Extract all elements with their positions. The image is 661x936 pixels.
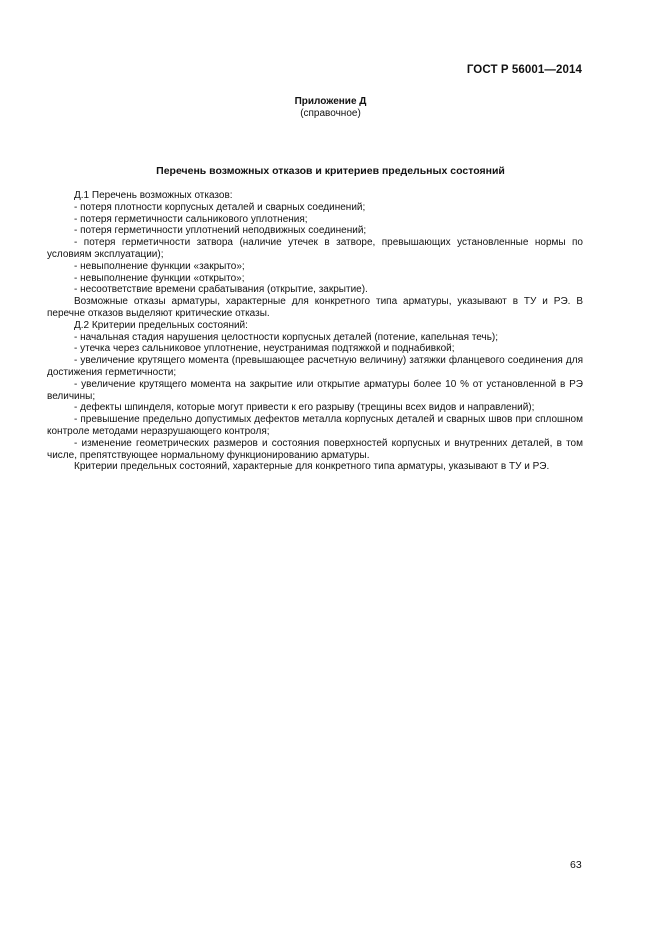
annex-heading [0, 96, 661, 120]
annex-title: Приложение Д [294, 96, 367, 107]
section-title: Перечень возможных отказов и критериев предельных состояний [156, 165, 505, 177]
document-body [47, 190, 583, 473]
list-item: - увеличение крутящего момента на закрытие или открытие арматуры более 10 % от установленной в РЭ величины; [47, 378, 583, 402]
list-item: - невыполнение функции «открыто»; [74, 272, 245, 284]
list-item: - потеря плотности корпусных деталей и сварных соединений; [74, 201, 366, 213]
list-item: - изменение геометрических размеров и состояния поверхностей корпусных и внутренних деталей, в том числе, препятствующее нормальному функционированию арматуры. [47, 437, 583, 461]
standard-code-header: ГОСТ Р 56001—2014 [466, 64, 582, 76]
list-item: - несоответствие времени срабатывания (открытие, закрытие). [74, 284, 368, 296]
paragraph-d1-title: Д.1 Перечень возможных отказов: [74, 190, 233, 201]
list-item: - потеря герметичности уплотнений неподвижных соединений; [74, 225, 367, 237]
list-item: - потеря герметичности сальникового уплотнения; [74, 213, 308, 225]
list-item: - потеря герметичности затвора (наличие утечек в затворе, превышающих установленные нормы по условиям эксплуатации); [47, 237, 583, 260]
list-item: - начальная стадия нарушения целостности корпусных деталей (потение, капельная течь); [74, 331, 499, 343]
list-item: - превышение предельно допустимых дефектов металла корпусных деталей и сварных швов при сплошном контроле методами неразрушающего контроля; [47, 414, 583, 437]
annex-subtitle: (справочное) [300, 108, 361, 119]
list-item: - увеличение крутящего момента (превышающее расчетную величину) затяжки фланцевого соединения для достижения герметичности; [47, 355, 583, 378]
paragraph-d1-note: Возможные отказы арматуры, характерные для конкретного типа арматуры, указывают в ТУ и РЭ. В перечне отказов выделяют критические отказы. [47, 296, 583, 319]
paragraph-d2-note: Критерии предельных состояний, характерные для конкретного типа арматуры, указывают в ТУ и РЭ. [74, 461, 550, 473]
list-item: - невыполнение функции «закрыто»; [74, 260, 245, 272]
list-item: - утечка через сальниковое уплотнение, неустранимая подтяжкой и поднабивкой; [74, 343, 455, 355]
paragraph-d2-title: Д.2 Критерии предельных состояний: [74, 319, 248, 331]
list-item: - дефекты шпинделя, которые могут привести к его разрыву (трещины всех видов и направлений); [74, 402, 535, 414]
page-number: 63 [570, 859, 582, 871]
